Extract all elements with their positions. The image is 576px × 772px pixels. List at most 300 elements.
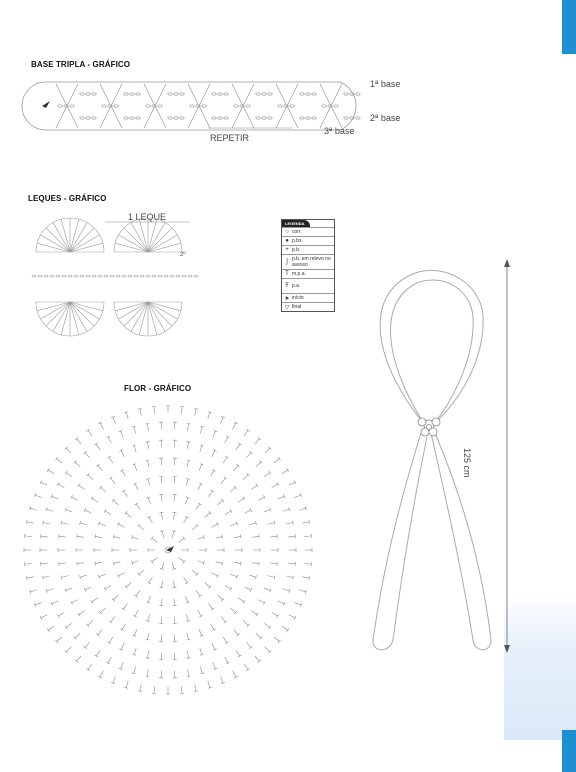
chain-oval — [44, 275, 48, 277]
flower-stitch — [121, 643, 124, 649]
flower-stitch — [85, 452, 90, 457]
stitch-bar — [107, 456, 110, 458]
flower-stitch — [134, 445, 136, 452]
flower-stitch — [200, 445, 202, 452]
fan-stitch — [37, 302, 70, 311]
fan-stitch — [115, 243, 148, 252]
base-tripla-chart — [28, 76, 428, 136]
flower-stitch — [148, 633, 150, 640]
flower-stitch — [195, 409, 196, 416]
flower-stitch — [283, 589, 290, 591]
flower-stitch — [213, 662, 216, 669]
fan-stitch — [139, 302, 148, 335]
flower-stitch — [278, 601, 284, 604]
stitch-bar — [225, 456, 228, 458]
flower-stitch — [270, 536, 277, 537]
chain-oval — [70, 105, 74, 107]
flower-stitch — [59, 563, 66, 564]
flower-stitch — [162, 562, 164, 569]
stitch-bar — [293, 576, 294, 580]
stitch-bar — [122, 490, 125, 492]
fan-stitch — [148, 302, 181, 311]
fan-stitch — [70, 243, 103, 252]
chain-oval — [212, 117, 216, 119]
stitch-bar — [246, 669, 249, 671]
flower-stitch — [57, 637, 62, 641]
flower-stitch — [80, 523, 87, 525]
one-fan-label: 1 LEQUE — [128, 212, 167, 222]
fan-stitch — [70, 219, 79, 252]
start-arrow-icon — [42, 101, 50, 108]
flower-stitch — [213, 431, 216, 438]
chain-oval — [202, 105, 206, 107]
stitch-bar — [95, 534, 96, 538]
scarf-length-label: 125 cm — [462, 448, 472, 478]
stitch-bar — [224, 621, 227, 623]
flower-stitch — [272, 484, 278, 488]
flower-stitch — [77, 536, 84, 537]
flower-stitch — [79, 485, 85, 489]
flower-stitch — [187, 651, 188, 658]
flower-stitch — [251, 485, 257, 489]
flower-stitch — [134, 667, 136, 674]
flower-stitch — [48, 470, 54, 474]
v-motif — [276, 106, 298, 128]
flower-stitch — [95, 562, 102, 563]
chain-oval — [182, 275, 186, 277]
legend-item: ʃ p.b. em relevo no avesso — [282, 254, 334, 269]
chain-oval — [312, 117, 316, 119]
flower-stitch — [99, 523, 106, 526]
v-motif — [188, 84, 210, 106]
flower-stitch — [282, 470, 288, 474]
flower-stitch — [234, 562, 241, 563]
v-motif — [276, 84, 298, 106]
flower-stitch — [113, 677, 116, 683]
flower-stitch — [225, 657, 228, 663]
flower-stitch — [289, 615, 295, 618]
flower-stitch — [256, 462, 261, 467]
stitch-bar — [26, 520, 27, 524]
flower-stitch — [105, 585, 111, 589]
flower-stitch — [148, 596, 150, 603]
stitch-bar — [256, 613, 258, 616]
flower-stitch — [92, 598, 98, 602]
stitch-bar — [226, 436, 230, 438]
fan-stitch — [115, 302, 148, 311]
base-2-label: 2ª base — [370, 113, 401, 123]
stitch-bar — [293, 521, 294, 525]
chain-oval — [62, 275, 66, 277]
fan-stitch — [139, 219, 148, 252]
flower-stitch — [197, 561, 204, 563]
chain-oval — [134, 275, 138, 277]
flower-stitch — [223, 457, 227, 463]
stitch-bar — [217, 574, 219, 578]
flower-stitch — [152, 538, 158, 542]
chain-oval — [86, 117, 90, 119]
flower-stitch — [35, 495, 41, 498]
stitch-bar — [309, 520, 310, 524]
flower-stitch — [134, 464, 137, 471]
flower-stitch — [132, 561, 139, 563]
flower-stitch — [282, 626, 288, 630]
flower-stitch — [147, 424, 148, 431]
flower-stitch — [185, 596, 187, 603]
fan-stitch — [61, 219, 70, 252]
flower-stitch — [43, 576, 50, 578]
chain-oval — [92, 93, 96, 95]
flower-stitch — [121, 662, 124, 669]
flower-stitch — [111, 616, 115, 621]
flower-stitch — [218, 500, 223, 505]
stitch-bar — [43, 576, 44, 580]
stitch-bar — [57, 482, 59, 485]
flower-stitch — [148, 460, 150, 467]
flower-stitch — [25, 536, 32, 537]
flower-stitch — [35, 602, 41, 605]
flower-stitch — [199, 629, 202, 636]
chain-oval — [116, 275, 120, 277]
flower-stitch — [122, 624, 126, 630]
chain-oval — [168, 93, 172, 95]
v-motif — [100, 84, 122, 106]
flower-stitch — [113, 595, 118, 600]
flower-stitch — [274, 637, 279, 641]
flower-stitch — [302, 522, 309, 523]
double-t-icon: Ŧ — [285, 283, 289, 289]
flower-stitch — [218, 595, 223, 600]
stitch-bar — [187, 658, 191, 659]
stitch-bar — [138, 408, 142, 409]
half-double-t-icon: T — [285, 271, 289, 277]
stitch-bar — [106, 662, 110, 664]
flower-stitch — [302, 577, 309, 578]
chain-oval — [176, 275, 180, 277]
flower-stitch — [238, 498, 244, 502]
flower-stitch — [264, 510, 271, 513]
stitch-bar — [65, 626, 67, 629]
chain-oval — [174, 117, 178, 119]
flower-stitch — [200, 667, 202, 674]
chain-oval — [218, 117, 222, 119]
stitch-bar — [40, 616, 42, 620]
chain-oval — [86, 93, 90, 95]
flower-stitch — [136, 504, 140, 510]
flower-stitch — [47, 509, 54, 511]
chain-oval — [158, 275, 162, 277]
chain-oval — [58, 105, 62, 107]
chain-oval — [234, 105, 238, 107]
flower-stitch — [258, 497, 264, 500]
chain-oval — [110, 275, 114, 277]
flower-stitch — [123, 491, 127, 497]
flor-title: FLOR - GRÁFICO — [124, 384, 192, 393]
flower-stitch — [221, 616, 225, 621]
flower-stitch — [192, 526, 197, 530]
stitch-bar — [78, 484, 80, 487]
chain-oval — [212, 93, 216, 95]
flower-stitch — [161, 494, 162, 501]
flower-stitch — [135, 484, 138, 490]
chain-oval — [312, 93, 316, 95]
chain-oval — [356, 93, 360, 95]
flower-stitch — [243, 475, 248, 480]
flower-stitch — [161, 458, 162, 465]
flower-stitch — [174, 494, 175, 501]
chain-oval — [334, 105, 338, 107]
stitch-bar — [91, 497, 93, 500]
flower-stitch — [52, 601, 58, 604]
flower-stitch — [113, 417, 116, 423]
flower-stitch — [197, 537, 204, 539]
flower-stitch — [148, 479, 150, 486]
stitch-bar — [106, 436, 110, 438]
flower-stitch — [173, 513, 174, 520]
chain-oval — [108, 105, 112, 107]
flower-stitch — [161, 599, 162, 606]
flower-stitch — [85, 642, 90, 647]
flower-stitch — [85, 587, 91, 590]
v-motif — [232, 106, 254, 128]
flower-stitch — [48, 626, 54, 630]
flower-stitch — [264, 473, 270, 477]
flower-stitch — [283, 509, 290, 511]
flower-stitch — [230, 487, 235, 492]
stitch-bar — [98, 676, 102, 678]
legend-item: T m.p.a. — [282, 269, 334, 278]
flower-stitch — [174, 635, 175, 642]
flower-stitch — [161, 635, 162, 642]
chain-oval — [180, 117, 184, 119]
stitch-bar — [246, 429, 249, 431]
flower-stitch — [186, 479, 188, 486]
flower-stitch — [251, 611, 257, 615]
legend-item: ➤ início — [282, 293, 334, 302]
flower-stitch — [225, 585, 231, 589]
flower-stitch — [66, 510, 73, 513]
flower-stitch — [140, 409, 141, 416]
flower-stitch — [174, 458, 175, 465]
flower-stitch — [105, 511, 111, 515]
stitch-bar — [256, 484, 258, 487]
flower-stitch — [25, 563, 32, 564]
leques-title: LEQUES - GRÁFICO — [28, 194, 107, 203]
flower-stitch — [41, 563, 48, 564]
flower-stitch — [41, 615, 47, 618]
stitch-bar — [135, 595, 138, 597]
flower-stitch — [244, 664, 248, 670]
flower-stitch — [208, 412, 210, 419]
flower-stitch — [185, 498, 187, 505]
chain-oval — [246, 105, 250, 107]
flower-stitch — [265, 448, 270, 453]
flower-stitch — [212, 450, 215, 456]
stitch-bar — [211, 608, 214, 610]
flower-stitch — [196, 590, 200, 596]
v-motif — [56, 106, 78, 128]
flower-stitch — [181, 407, 182, 414]
flower-stitch — [113, 500, 118, 505]
flower-stitch — [236, 650, 240, 656]
flower-stitch — [126, 681, 128, 688]
stitch-bar — [104, 509, 106, 512]
flower-stitch — [66, 473, 72, 477]
chain-oval — [290, 105, 294, 107]
stitch-bar — [71, 495, 73, 499]
chain-oval — [350, 93, 354, 95]
stitch-bar — [47, 468, 49, 471]
flower-stitch — [111, 478, 115, 483]
flower-stitch — [99, 574, 106, 577]
flower-stitch — [244, 430, 248, 436]
flower-stitch — [268, 576, 275, 578]
flor-chart — [18, 400, 318, 700]
stitch-bar — [224, 477, 227, 479]
flower-stitch — [288, 536, 295, 537]
flower-stitch — [139, 570, 144, 574]
flower-stitch — [187, 633, 189, 640]
chain-oval — [98, 275, 102, 277]
chain-oval — [104, 275, 108, 277]
flower-stitch — [58, 484, 64, 488]
legend-title: LEGENDA — [282, 220, 310, 227]
chain-oval — [64, 105, 68, 107]
flower-stitch — [147, 651, 148, 658]
flower-stitch — [88, 430, 92, 436]
stitch-bar — [78, 613, 80, 616]
legend-item: ▽ final — [282, 302, 334, 311]
flower-stitch — [30, 508, 37, 510]
stitch-bar — [71, 601, 73, 605]
legend-item: Ŧ p.a. — [282, 278, 334, 293]
slip-dot-icon: ● — [285, 238, 289, 244]
flower-stitch — [246, 452, 251, 457]
stitch-bar — [269, 471, 271, 474]
flower-stitch — [187, 460, 189, 467]
chain-oval — [102, 105, 106, 107]
base-3-label: 3ª base — [324, 126, 355, 136]
flower-stitch — [108, 657, 111, 663]
flower-stitch — [172, 531, 174, 538]
stitch-bar — [198, 503, 201, 505]
flower-stitch — [199, 464, 202, 471]
chain-oval — [152, 275, 156, 277]
flower-stitch — [52, 496, 58, 499]
flower-stitch — [268, 523, 275, 525]
flower-stitch — [238, 598, 244, 602]
chain-oval — [124, 93, 128, 95]
flower-stitch — [57, 459, 62, 463]
flower-stitch — [96, 444, 100, 450]
flower-stitch — [72, 497, 78, 500]
flower-stitch — [126, 582, 131, 587]
start-arrow-icon: ➤ — [284, 295, 290, 302]
stitch-bar — [183, 560, 185, 563]
flower-stitch — [174, 476, 175, 483]
v-motif — [56, 84, 78, 106]
stitch-bar — [104, 587, 106, 590]
flower-stitch — [174, 617, 175, 624]
chain-oval — [240, 105, 244, 107]
flower-stitch — [77, 439, 81, 444]
flower-stitch — [98, 629, 102, 634]
end-arrow-icon: ▽ — [284, 304, 290, 311]
stitch-bar — [294, 616, 296, 620]
flower-stitch — [246, 642, 251, 647]
chain-oval — [262, 117, 266, 119]
stitch-bar — [238, 655, 241, 657]
flower-stitch — [195, 684, 196, 691]
flower-stitch — [174, 599, 175, 606]
flower-stitch — [200, 648, 202, 655]
flower-stitch — [75, 633, 80, 638]
chain-oval — [268, 93, 272, 95]
chain-oval — [146, 275, 150, 277]
stitch-bar — [109, 621, 112, 623]
flower-stitch — [80, 575, 87, 577]
chain-oval — [256, 117, 260, 119]
chain-oval — [92, 275, 96, 277]
fan-stitch — [148, 243, 181, 252]
stitch-bar — [138, 691, 142, 692]
flower-stitch — [134, 427, 136, 434]
flower-stitch — [27, 522, 34, 523]
flower-stitch — [264, 623, 270, 627]
flower-stitch — [122, 470, 126, 476]
flower-stitch — [148, 614, 150, 621]
stitch-bar — [198, 595, 201, 597]
fan-stitch — [70, 302, 103, 311]
single-cross-icon: + — [285, 247, 289, 253]
stitch-bar — [151, 537, 153, 540]
chain-oval — [146, 105, 150, 107]
flower-stitch — [77, 656, 81, 661]
stitch-bar — [225, 642, 228, 644]
relief-hook-icon: ʃ — [286, 259, 288, 265]
flower-stitch — [118, 524, 124, 527]
flower-stitch — [295, 495, 301, 498]
flower-stitch — [123, 603, 127, 609]
flower-stitch — [41, 482, 47, 485]
flower-stitch — [295, 602, 301, 605]
flower-stitch — [121, 450, 124, 456]
flower-stitch — [149, 517, 153, 523]
chain-oval — [300, 93, 304, 95]
chain-oval — [80, 275, 84, 277]
flower-stitch — [230, 608, 235, 613]
flower-stitch — [211, 624, 215, 630]
chain-oval — [136, 93, 140, 95]
chain-oval — [140, 275, 144, 277]
flower-stitch — [234, 465, 238, 470]
stitch-bar — [95, 443, 98, 445]
chain-oval — [306, 93, 310, 95]
flower-stitch — [41, 536, 48, 537]
flower-stitch — [114, 537, 121, 539]
stitch-bar — [187, 423, 191, 424]
flower-stitch — [114, 562, 121, 564]
flower-stitch — [249, 575, 256, 577]
flower-stitch — [198, 484, 201, 490]
chain-oval — [262, 93, 266, 95]
stitch-bar — [294, 480, 296, 484]
flower-stitch — [66, 623, 72, 627]
flower-stitch — [252, 563, 259, 564]
flower-stitch — [225, 511, 231, 515]
flower-stitch — [135, 610, 138, 616]
stitch-bar — [151, 560, 153, 563]
